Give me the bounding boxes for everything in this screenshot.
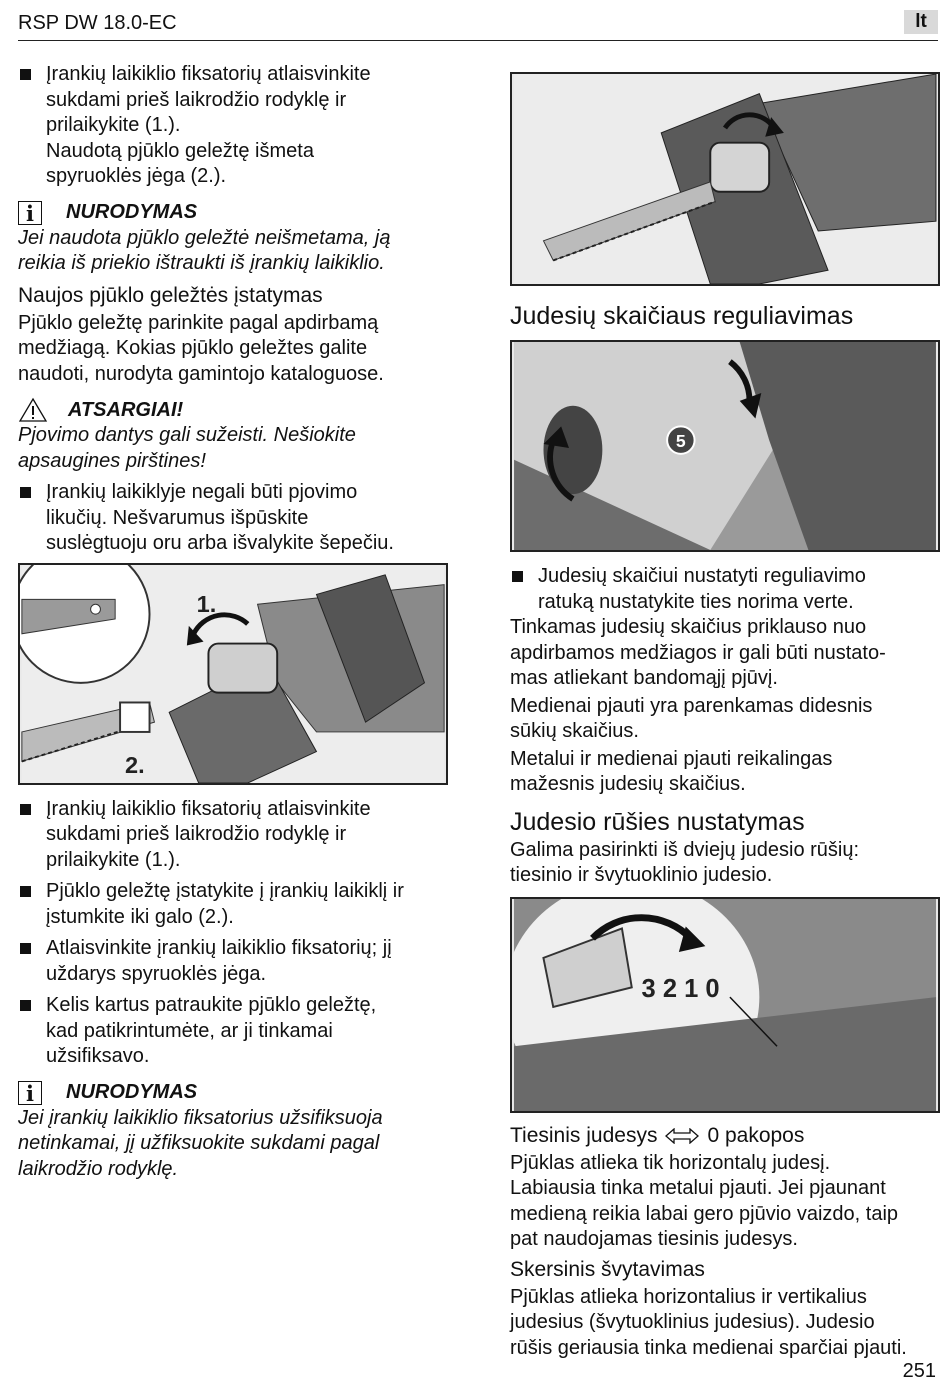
linear-motion-text: Pjūklas atlieka tik horizontalų judesį. Labiausia tinka metalui pjauti. Jei pjaunant medieną reikia labai gero pjūvio vaizdo, taip pat naudojamas tiesinis judesys.: [510, 1151, 899, 1250]
stroke-dial-illustration: [512, 342, 938, 550]
bullet-insert-blade: Pjūklo geležtę įstatykite į įrankių laikiklį ir įstumkite iki galo (2.).: [18, 879, 458, 930]
stroke-rate-text-3: Metalui ir medienai pjauti reikalingas mažesnis judesių skaičius.: [510, 747, 833, 795]
stroke-rate-title: Judesių skaičiaus reguliavimas: [510, 302, 854, 330]
info-icon: i: [18, 201, 42, 225]
blade-eject-figure: [510, 72, 940, 286]
stroke-dial-figure: [510, 340, 940, 552]
motion-switch-illustration: [512, 899, 938, 1111]
subheading-new-blade: Naujos pjūklo geležtės įstatymas: [18, 283, 323, 307]
info-icon: i: [18, 1081, 42, 1105]
bullet-release-fixer-3: Atlaisvinkite įrankių laikiklio fiksatorių; jį uždarys spyruoklės jėga.: [18, 936, 458, 987]
figure-label-1: 1.: [196, 590, 217, 617]
dial-number-badge: 5: [675, 430, 686, 451]
blade-eject-illustration: [512, 74, 938, 284]
blade-insert-illustration: [20, 565, 446, 783]
warning-heading: ATSARGIAI!: [18, 397, 458, 423]
bullet-set-dial: Judesių skaičiui nustatyti reguliavimo ratuką nustatykite ties norima verte.: [510, 564, 940, 615]
model-name: RSP DW 18.0-EC: [18, 12, 177, 34]
blade-choice-text: Pjūklo geležtę parinkite pagal apdirbamą medžiagą. Kokias pjūklo geležtes galite naudoti, nurodyta gamintojo kataloguose.: [18, 311, 384, 385]
bullet-clean-holder: Įrankių laikiklyje negali būti pjovimo likučių. Nešvarumus išpūskite suslėgtuoju oru arba išvalykite šepečiu.: [18, 480, 458, 557]
bullet-release-fixer: Įrankių laikiklio fiksatorių atlaisvinkite sukdami prieš laikrodžio rodyklę ir prilaikykite (1.).: [18, 62, 458, 139]
blade-insert-figure: [18, 563, 448, 785]
pendulum-motion-text: Pjūklas atlieka horizontalius ir vertikalius judesius (švytuoklinius judesius). Judesio rūšis geriausia tinka medienai sparčiai pjauti.: [510, 1285, 907, 1359]
warning-triangle-icon: [18, 397, 48, 423]
note-heading: i NURODYMAS: [18, 200, 458, 226]
bullet-release-fixer-2: Įrankių laikiklio fiksatorių atlaisvinkite sukdami prieš laikrodžio rodyklę ir prilaikykite (1.).: [18, 797, 458, 874]
right-column: [510, 72, 940, 1361]
page-number: 251: [902, 1360, 936, 1382]
warning-text: Pjovimo dantys gali sužeisti. Nešiokite apsaugines pirštines!: [18, 424, 356, 472]
left-column: [18, 62, 458, 1182]
double-arrow-icon: [665, 1128, 699, 1144]
motion-type-text: Galima pasirinkti iš dviejų judesio rūšių: tiesinio ir švytuoklinio judesio.: [510, 838, 860, 886]
figure-label-2: 2.: [124, 751, 145, 778]
note-text-2: Jei įrankių laikiklio fiksatorius užsifiksuoja netinkamai, jį užfiksuokite sukdami pagal laikrodžio rodyklę.: [18, 1106, 383, 1180]
linear-motion-heading: Tiesinis judesys 0 pakopos: [510, 1123, 805, 1147]
page-header: [18, 10, 938, 41]
switch-positions: 3 2 1 0: [641, 974, 720, 1003]
motion-type-title: Judesio rūšies nustatymas: [510, 807, 805, 836]
motion-switch-figure: [510, 897, 940, 1113]
language-badge: lt: [904, 10, 938, 34]
note-heading-2: i NURODYMAS: [18, 1080, 458, 1106]
bullet-pull-blade: Kelis kartus patraukite pjūklo geležtę, kad patikrintumėte, ar ji tinkamai užsifiksavo.: [18, 993, 458, 1070]
note-text: Jei naudota pjūklo geležtė neišmetama, ją reikia iš priekio ištraukti iš įrankių laikiklio.: [18, 226, 391, 274]
spring-eject-text: Naudotą pjūklo geležtę išmeta spyruoklės jėga (2.).: [46, 139, 314, 187]
pendulum-motion-heading: Skersinis švytavimas: [510, 1257, 705, 1281]
stroke-rate-text-1: Tinkamas judesių skaičius priklauso nuo apdirbamos medžiagos ir gali būti nustato- mas atliekant bandomąjį pjūvį.: [510, 616, 886, 689]
stroke-rate-text-2: Medienai pjauti yra parenkamas didesnis sūkių skaičius.: [510, 694, 873, 742]
